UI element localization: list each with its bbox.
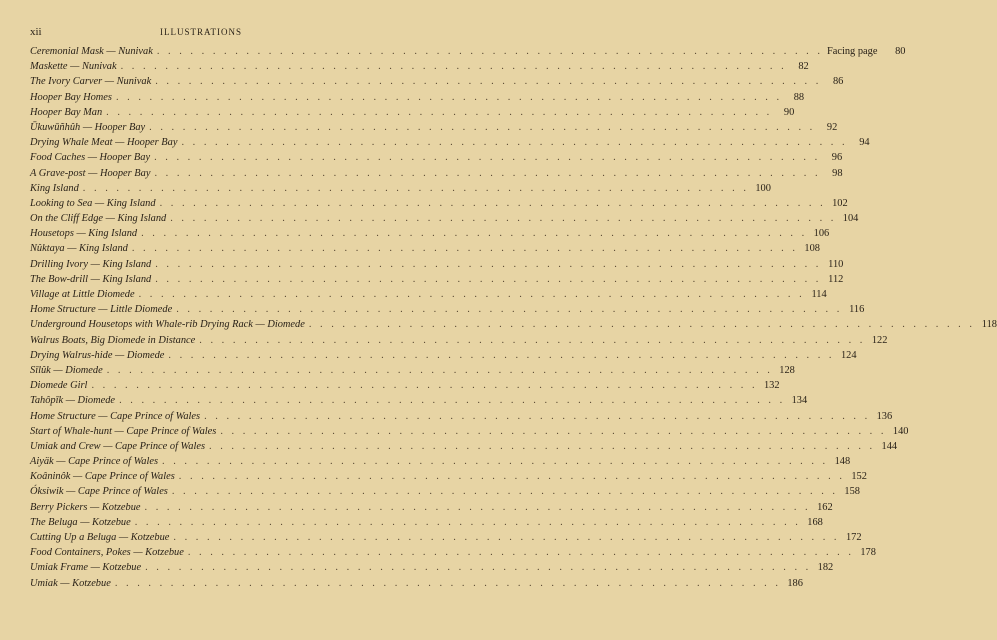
running-title: ILLUSTRATIONS xyxy=(160,27,242,37)
entry-title: Looking to Sea — King Island xyxy=(30,197,156,209)
dot-leader: . . . . . . . . . . . . . . . . . . . . . . . . . . . . . . . . . . . . . . . . . . . . . . . . . . . . . . . . . . . . xyxy=(155,273,822,285)
entry-title: Sīlûk — Diomede xyxy=(30,364,103,376)
list-item xyxy=(30,135,870,150)
entry-page-number: 104 xyxy=(842,213,859,225)
dot-leader: . . . . . . . . . . . . . . . . . . . . . . . . . . . . . . . . . . . . . . . . . . . . . . . . . . . . . . . . . . . . xyxy=(155,258,822,270)
list-item xyxy=(30,484,860,499)
entry-title: Aiyäk — Cape Prince of Wales xyxy=(30,456,159,468)
entry-page-number: 98 xyxy=(832,167,843,179)
dot-leader: . . . . . . . . . . . . . . . . . . . . . . . . . . . . . . . . . . . . . . . . . . . . . . . . . . . . . . . . . . . . xyxy=(187,547,854,559)
entry-title: Village at Little Diomede xyxy=(30,289,135,300)
dot-leader: . . . . . . . . . . . . . . . . . . . . . . . . . . . . . . . . . . . . . . . . . . . . . . . . . . . . . . . . . . . . xyxy=(176,304,843,316)
entry-title: King Island xyxy=(30,182,79,194)
entry-title: The Ivory Carver — Nunivak xyxy=(30,76,152,88)
dot-leader: . . . . . . . . . . . . . . . . . . . . . . . . . . . . . . . . . . . . . . . . . . . . . . . . . . . . . . . . . . . . xyxy=(106,364,773,376)
list-item xyxy=(30,120,838,135)
list-item xyxy=(30,363,795,378)
dot-leader: . . . . . . . . . . . . . . . . . . . . . . . . . . . . . . . . . . . . . . . . . . . . . . . . . . . . . . . . . . . . xyxy=(141,228,808,240)
dot-leader: . . . . . . . . . . . . . . . . . . . . . . . . . . . . . . . . . . . . . . . . . . . . . . . . . . . . . . . . . . . . xyxy=(91,380,758,392)
entry-title: Hooper Bay Homes xyxy=(30,91,112,103)
list-item xyxy=(30,59,809,74)
entry-title: Home Structure — Cape Prince of Wales xyxy=(30,410,201,422)
entry-page-number: 94 xyxy=(859,137,870,149)
entry-page-number: 134 xyxy=(791,395,808,407)
entry-page-number: 182 xyxy=(817,562,834,574)
list-item xyxy=(30,439,898,454)
dot-leader: . . . . . . . . . . . . . . . . . . . . . . . . . . . . . . . . . . . . . . . . . . . . . . . . . . . . . . . . . . . . xyxy=(173,532,840,543)
entry-page-number: 152 xyxy=(851,471,867,483)
list-item xyxy=(30,515,823,530)
list-item xyxy=(30,424,909,439)
dot-leader: . . . . . . . . . . . . . . . . . . . . . . . . . . . . . . . . . . . . . . . . . . . . . . . . . . . . . . . . . . . . xyxy=(149,121,816,133)
dot-leader: . . . . . . . . . . . . . . . . . . . . . . . . . . . . . . . . . . . . . . . . . . . . . . . . . . . . . . . . . . . . xyxy=(162,456,829,468)
dot-leader: . . . . . . . . . . . . . . . . . . . . . . . . . . . . . . . . . . . . . . . . . . . . . . . . . . . . . . . . . . . . xyxy=(154,167,821,179)
entry-title: Umiak and Crew — Cape Prince of Wales xyxy=(30,440,205,452)
list-item xyxy=(30,74,844,89)
dot-leader: . . . . . . . . . . . . . . . . . . . . . . . . . . . . . . . . . . . . . . . . . . . . . . . . . . . . . . . . . . . . xyxy=(144,501,811,513)
entry-page-number: 186 xyxy=(787,577,803,589)
facing-label: Facing page xyxy=(826,46,878,57)
entry-page-number: 112 xyxy=(828,273,844,285)
entry-page-number: 108 xyxy=(804,243,820,255)
list-item xyxy=(30,409,893,424)
entry-page-number: 140 xyxy=(892,425,909,437)
entry-title: Cutting Up a Beluga — Kotzebue xyxy=(30,532,170,543)
entry-title: Koâninôk — Cape Prince of Wales xyxy=(30,471,175,483)
entry-title: Tahôpīk — Diomede xyxy=(30,395,116,407)
dot-leader: . . . . . . . . . . . . . . . . . . . . . . . . . . . . . . . . . . . . . . . . . . . . . . . . . . . . . . . . . . . . xyxy=(181,137,848,149)
entry-page-number: 172 xyxy=(845,532,862,543)
dot-leader: . . . . . . . . . . . . . . . . . . . . . . . . . . . . . . . . . . . . . . . . . . . . . . . . . . . . . . . . . . . . xyxy=(82,182,749,194)
entry-page-number: 158 xyxy=(844,486,860,498)
entry-page-number: 136 xyxy=(876,410,893,422)
entry-page-number: 100 xyxy=(755,182,771,194)
list-item xyxy=(30,257,844,272)
entry-page-number: 124 xyxy=(840,349,857,361)
entry-title: Home Structure — Little Diomede xyxy=(30,304,173,316)
entry-title: Óksiwik — Cape Prince of Wales xyxy=(30,486,168,498)
dot-leader: . . . . . . . . . . . . . . . . . . . . . . . . . . . . . . . . . . . . . . . . . . . . . . . . . . . . . . . . . . . . xyxy=(119,395,786,407)
list-item xyxy=(30,560,834,575)
dot-leader: . . . . . . . . . . . . . . . . . . . . . . . . . . . . . . . . . . . . . . . . . . . . . . . . . . . . . . . . . . . . xyxy=(170,213,837,225)
dot-leader: . . . . . . . . . . . . . . . . . . . . . . . . . . . . . . . . . . . . . . . . . . . . . . . . . . . . . . . . . . . . xyxy=(114,577,781,589)
dot-leader: . . . . . . . . . . . . . . . . . . . . . . . . . . . . . . . . . . . . . . . . . . . . . . . . . . . . . . . . . . . . xyxy=(120,61,787,73)
dot-leader: . . . . . . . . . . . . . . . . . . . . . . . . . . . . . . . . . . . . . . . . . . . . . . . . . . . . . . . . . . . . xyxy=(138,289,805,300)
dot-leader: . . . . . . . . . . . . . . . . . . . . . . . . . . . . . . . . . . . . . . . . . . . . . . . . . . . . . . . . . . . . xyxy=(308,319,975,331)
dot-leader: . . . . . . . . . . . . . . . . . . . . . . . . . . . . . . . . . . . . . . . . . . . . . . . . . . . . . . . . . . . . xyxy=(209,440,876,452)
list-item xyxy=(30,302,865,317)
page-folio: xii xyxy=(30,26,42,38)
dot-leader: . . . . . . . . . . . . . . . . . . . . . . . . . . . . . . . . . . . . . . . . . . . . . . . . . . . . . . . . . . . . xyxy=(145,562,812,574)
entry-page-number: 178 xyxy=(860,547,876,559)
entry-title: Underground Housetops with Whale-rib Drying Rack — Diomede xyxy=(30,319,305,331)
entry-title: Umiak Frame — Kotzebue xyxy=(30,562,142,574)
list-item xyxy=(30,469,867,484)
entry-page-number: 110 xyxy=(828,258,844,270)
list-item xyxy=(30,545,876,560)
entry-title: Nûktaya — King Island xyxy=(30,243,128,255)
list-item xyxy=(30,317,997,332)
entry-page-number: 118 xyxy=(981,319,997,331)
dot-leader: . . . . . . . . . . . . . . . . . . . . . . . . . . . . . . . . . . . . . . . . . . . . . . . . . . . . . . . . . . . . xyxy=(106,106,773,118)
entry-page-number: 122 xyxy=(871,334,888,346)
entry-page-number: 80 xyxy=(895,46,906,57)
dot-leader: . . . . . . . . . . . . . . . . . . . . . . . . . . . . . . . . . . . . . . . . . . . . . . . . . . . . . . . . . . . . xyxy=(159,197,826,209)
entry-title: Drying Walrus-hide — Diomede xyxy=(30,349,165,361)
dot-leader: . . . . . . . . . . . . . . . . . . . . . . . . . . . . . . . . . . . . . . . . . . . . . . . . . . . . . . . . . . . . xyxy=(155,76,822,88)
entry-page-number: 116 xyxy=(849,304,865,316)
entry-page-number: 162 xyxy=(817,501,833,513)
list-item xyxy=(30,90,805,105)
entry-page-number: 92 xyxy=(826,121,838,133)
page-header xyxy=(30,26,372,40)
list-item xyxy=(30,181,771,196)
entry-title: Berry Pickers — Kotzebue xyxy=(30,501,141,513)
entry-title: Umiak — Kotzebue xyxy=(30,577,111,589)
entry-page-number: 102 xyxy=(832,197,848,209)
entry-title: A Grave-post — Hooper Bay xyxy=(30,167,151,179)
dot-leader: . . . . . . . . . . . . . . . . . . . . . . . . . . . . . . . . . . . . . . . . . . . . . . . . . . . . . . . . . . . . xyxy=(115,91,783,103)
list-item xyxy=(30,530,862,545)
entry-title: Ceremonial Mask — Nunivak xyxy=(30,46,153,57)
list-item xyxy=(30,378,780,393)
dot-leader: . . . . . . . . . . . . . . . . . . . . . . . . . . . . . . . . . . . . . . . . . . . . . . . . . . . . . . . . . . . . xyxy=(204,410,871,422)
entry-page-number: 168 xyxy=(807,516,823,528)
list-item xyxy=(30,287,827,302)
list-item xyxy=(30,454,851,469)
dot-leader: . . . . . . . . . . . . . . . . . . . . . . . . . . . . . . . . . . . . . . . . . . . . . . . . . . . . . . . . . . . . xyxy=(154,152,821,164)
list-item xyxy=(30,333,888,348)
entry-page-number: 144 xyxy=(881,440,898,452)
entry-page-number: 148 xyxy=(834,456,851,468)
entry-page-number: 88 xyxy=(793,91,805,103)
entry-title: Walrus Boats, Big Diomede in Distance xyxy=(30,334,196,346)
entry-title: The Bow-drill — King Island xyxy=(30,273,152,285)
list-item xyxy=(30,226,830,241)
dot-leader: . . . . . . . . . . . . . . . . . . . . . . . . . . . . . . . . . . . . . . . . . . . . . . . . . . . . . . . . . . . . xyxy=(168,349,835,361)
entry-title: Maskette — Nunivak xyxy=(30,61,117,73)
entry-title: Hooper Bay Man xyxy=(30,106,103,118)
entry-page-number: 96 xyxy=(831,152,843,164)
list-item xyxy=(30,211,859,226)
dot-leader: . . . . . . . . . . . . . . . . . . . . . . . . . . . . . . . . . . . . . . . . . . . . . . . . . . . . . . . . . . . . xyxy=(178,471,845,483)
entry-page-number: 106 xyxy=(813,228,830,240)
entry-page-number: 132 xyxy=(763,380,780,392)
list-item xyxy=(30,196,848,211)
entry-title: On the Cliff Edge — King Island xyxy=(30,213,167,225)
list-item xyxy=(30,576,803,591)
dot-leader: . . . . . . . . . . . . . . . . . . . . . . . . . . . . . . . . . . . . . . . . . . . . . . . . . . . . . . . . . . . . xyxy=(131,243,798,255)
entry-title: The Beluga — Kotzebue xyxy=(30,516,131,528)
entry-page-number: 90 xyxy=(783,106,795,118)
list-item xyxy=(30,150,843,165)
entry-title: Diomede Girl xyxy=(30,380,88,392)
dot-leader: . . . . . . . . . . . . . . . . . . . . . . . . . . . . . . . . . . . . . . . . . . . . . . . . . . . . . . . . . . . . xyxy=(199,334,866,346)
entry-page-number: 86 xyxy=(832,76,844,88)
entry-page-number: 82 xyxy=(798,61,809,73)
dot-leader: . . . . . . . . . . . . . . . . . . . . . . . . . . . . . . . . . . . . . . . . . . . . . . . . . . . . . . . . . . . . xyxy=(220,425,887,437)
entry-title: Food Containers, Pokes — Kotzebue xyxy=(30,547,184,559)
entry-title: Housetops — King Island xyxy=(30,228,138,240)
list-item xyxy=(30,241,820,256)
list-item xyxy=(30,500,833,515)
list-item xyxy=(30,393,808,408)
list-item xyxy=(30,44,906,59)
dot-leader: . . . . . . . . . . . . . . . . . . . . . . . . . . . . . . . . . . . . . . . . . . . . . . . . . . . . . . . . . . . . xyxy=(171,486,838,498)
list-item xyxy=(30,272,844,287)
illustrations-list xyxy=(30,44,997,591)
dot-leader: . . . . . . . . . . . . . . . . . . . . . . . . . . . . . . . . . . . . . . . . . . . . . . . . . . . . . . . . . . . . xyxy=(134,516,801,528)
dot-leader: . . . . . . . . . . . . . . . . . . . . . . . . . . . . . . . . . . . . . . . . . . . . . . . . . . . . . . . . . . . . xyxy=(156,46,823,57)
entry-title: Drilling Ivory — King Island xyxy=(30,258,152,270)
list-item xyxy=(30,348,857,363)
entry-title: Start of Whale-hunt — Cape Prince of Wales xyxy=(30,425,217,437)
entry-title: Ūkuwūñhûh — Hooper Bay xyxy=(30,121,146,133)
entry-title: Food Caches — Hooper Bay xyxy=(30,152,151,164)
entry-page-number: 128 xyxy=(779,364,795,376)
entry-title: Drying Whale Meat — Hooper Bay xyxy=(30,137,178,149)
list-item xyxy=(30,105,795,120)
list-item xyxy=(30,166,843,181)
entry-page-number: 114 xyxy=(811,289,827,300)
